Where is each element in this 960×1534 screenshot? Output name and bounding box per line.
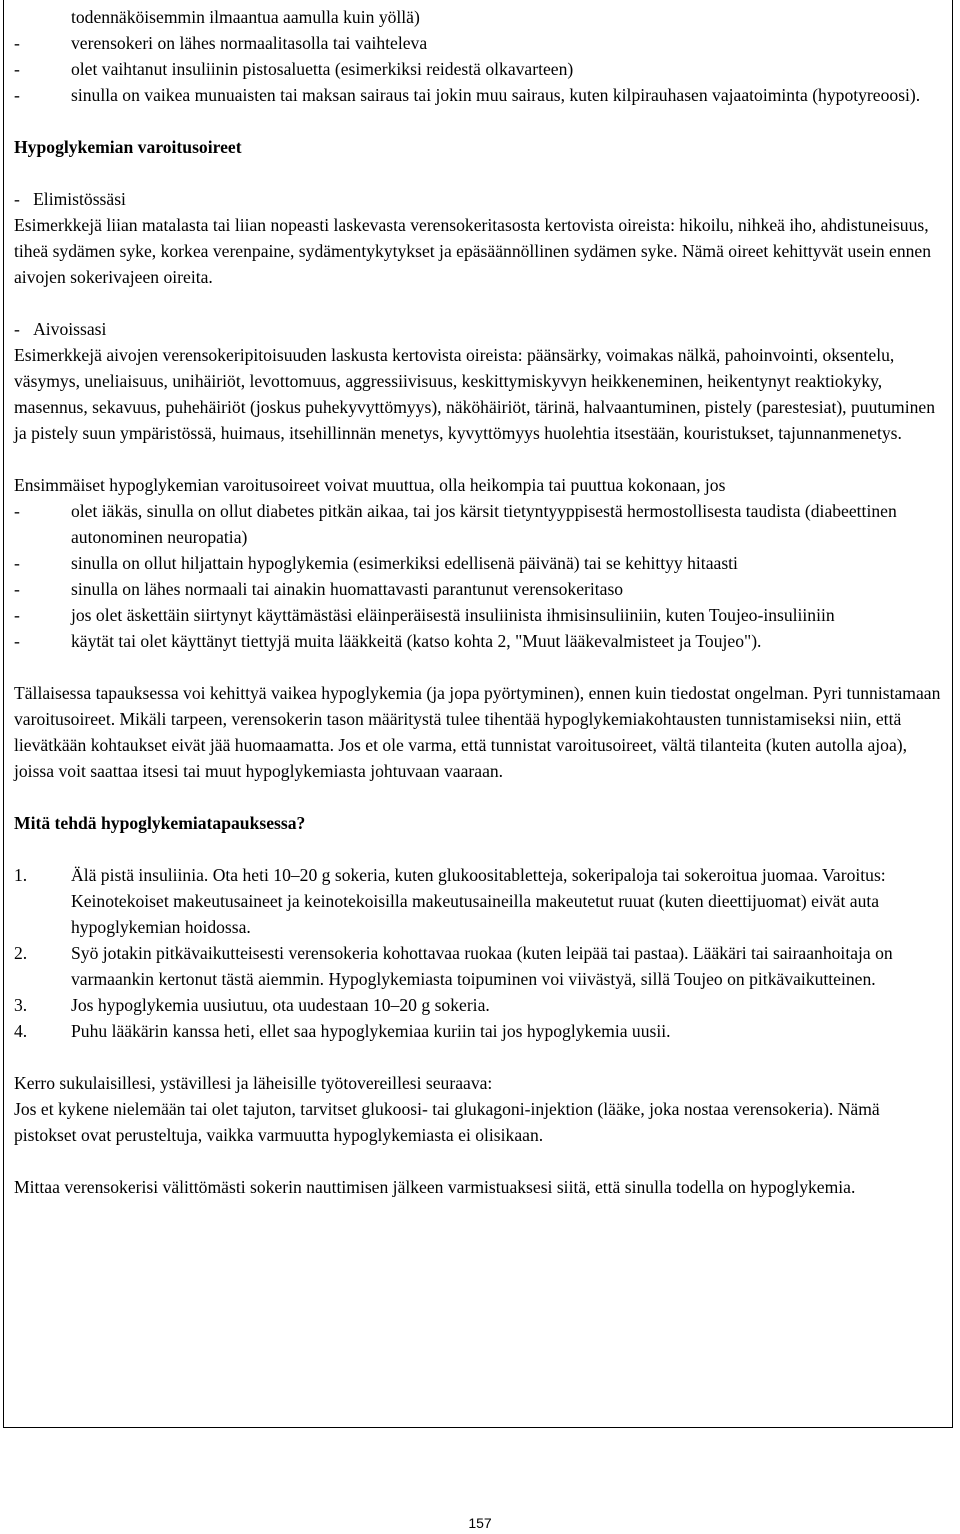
page-number: 157: [468, 1515, 492, 1531]
brain-symptoms-paragraph: Esimerkkejä aivojen verensokeripitoisuuden laskusta kertovista oireista: päänsärky, voimakas nälkä, pahoinvointi, oksentelu, väsymys, uneliaisuus, unihäiriöt, levottomuus, aggressiivisuus, keskittymiskyvyn heikkeneminen, heikentynyt reaktiokyky, masennus, sekavuus, puhehäiriöt (joskus puhekyvyttömyys), näköhäiriöt, tärinä, halvaantuminen, pistely (parestesiat), puutuminen ja pistely suun ympäristössä, huimaus, itsehillinnän menetys, kyvyttömyys huolehtia itsestään, kouristukset, tajunnanmenetys.: [14, 345, 936, 443]
numbered-step: 2. Syö jotakin pitkävaikutteisesti verensokeria kohottavaa ruokaa (kuten leipää tai pastaa). Lääkäri tai sairaanhoitaja on varmaankin kertonut tästä aiemmin. Hypoglykemiasta toipuminen voi viivästyä, sillä Toujeo on pitkävaikutteinen.: [14, 943, 893, 989]
list-item: - sinulla on ollut hiljattain hypoglykemia (esimerkiksi edellisenä päivänä) tai se kehittyy hitaasti: [14, 553, 738, 573]
measure-paragraph: Mittaa verensokerisi välittömästi sokerin nauttimisen jälkeen varmistuaksesi siitä, että sinulla todella on hypoglykemia.: [14, 1177, 856, 1197]
numbered-step: 3. Jos hypoglykemia uusiutuu, ota uudestaan 10–20 g sokeria.: [14, 995, 490, 1015]
list-item: - verensokeri on lähes normaalitasolla tai vaihteleva: [14, 33, 428, 53]
list-item: - sinulla on lähes normaali tai ainakin huomattavasti parantunut verensokeritaso: [14, 579, 624, 599]
document-body: [14, 4, 944, 1200]
continuation-line: todennäköisemmin ilmaantua aamulla kuin yöllä): [71, 7, 420, 27]
body-symptoms-paragraph: Esimerkkejä liian matalasta tai liian nopeasti laskevasta verensokeritasosta kertovista oireista: hikoilu, nihkeä iho, ahdistuneisuus, tiheä sydämen syke, korkea verenpaine, sydämentykytykset ja epäsäännöllinen sydämen syke. Nämä oireet kehittyvät usein ennen aivojen sokerivajeen oireita.: [14, 215, 932, 287]
list-item: - jos olet äskettäin siirtynyt käyttämästäsi eläinperäisestä insuliinista ihmisinsuliiniin, kuten Toujeo-insuliiniin: [14, 605, 835, 625]
numbered-step: 1. Älä pistä insuliinia. Ota heti 10–20 g sokeria, kuten glukoositabletteja, sokeripaloja tai sokeroitua juomaa. Varoitus: Keinotekoiset makeutusaineet ja keinotekoisilla makeutusaineilla makeutetut ruuat (kuten dieettijuomat) eivät auta hypoglykemian hoidossa.: [14, 865, 886, 937]
subheading-body: - Elimistössäsi: [14, 189, 126, 209]
section-heading-what-to-do: Mitä tehdä hypoglykemiatapauksessa?: [14, 813, 306, 833]
list-item: - olet iäkäs, sinulla on ollut diabetes pitkän aikaa, tai jos kärsit tietyntyyppisestä hermostollisesta taudista (diabeettinen autonominen neuropatia): [14, 501, 897, 547]
numbered-step: 4. Puhu lääkärin kanssa heti, ellet saa hypoglykemiaa kuriin tai jos hypoglykemia uusii.: [14, 1021, 671, 1041]
tell-others-line: Kerro sukulaisillesi, ystävillesi ja läheisille työtovereillesi seuraava:: [14, 1073, 493, 1093]
section-heading-warning-signs: Hypoglykemian varoitusoireet: [14, 137, 242, 157]
tell-others-paragraph: Jos et kykene nielemään tai olet tajuton, tarvitset glukoosi- tai glukagoni-injektion (lääke, joka nostaa verensokeria). Nämä pistokset ovat perusteltuja, vaikka varmuutta hypoglykemiasta ei olisikaan.: [14, 1099, 880, 1145]
severe-hypoglycemia-paragraph: Tällaisessa tapauksessa voi kehittyä vaikea hypoglykemia (ja jopa pyörtyminen), ennen kuin tiedostat ongelman. Pyri tunnistamaan varoitusoireet. Mikäli tarpeen, verensokerin tason määritystä tulee tihentää hypoglykemiakohtausten tunnistamiseksi niin, että lievätkään kohtaukset eivät jää huomaamatta. Jos et ole varma, että tunnistat varoitusoireet, vältä tilanteita (kuten autolla ajoa), joissa voit saattaa itsesi tai muut hypoglykemiasta johtuvaan vaaraan.: [14, 683, 941, 781]
first-signs-intro: Ensimmäiset hypoglykemian varoitusoireet voivat muuttua, olla heikompia tai puuttua kokonaan, jos: [14, 475, 726, 495]
list-item: - sinulla on vaikea munuaisten tai maksan sairaus tai jokin muu sairaus, kuten kilpirauhasen vajaatoiminta (hypotyreoosi).: [14, 85, 921, 105]
subheading-brain: - Aivoissasi: [14, 319, 107, 339]
list-item: - olet vaihtanut insuliinin pistosaluetta (esimerkiksi reidestä olkavarteen): [14, 59, 574, 79]
list-item: - käytät tai olet käyttänyt tiettyjä muita lääkkeitä (katso kohta 2, "Muut lääkevalmisteet ja Toujeo").: [14, 631, 762, 651]
